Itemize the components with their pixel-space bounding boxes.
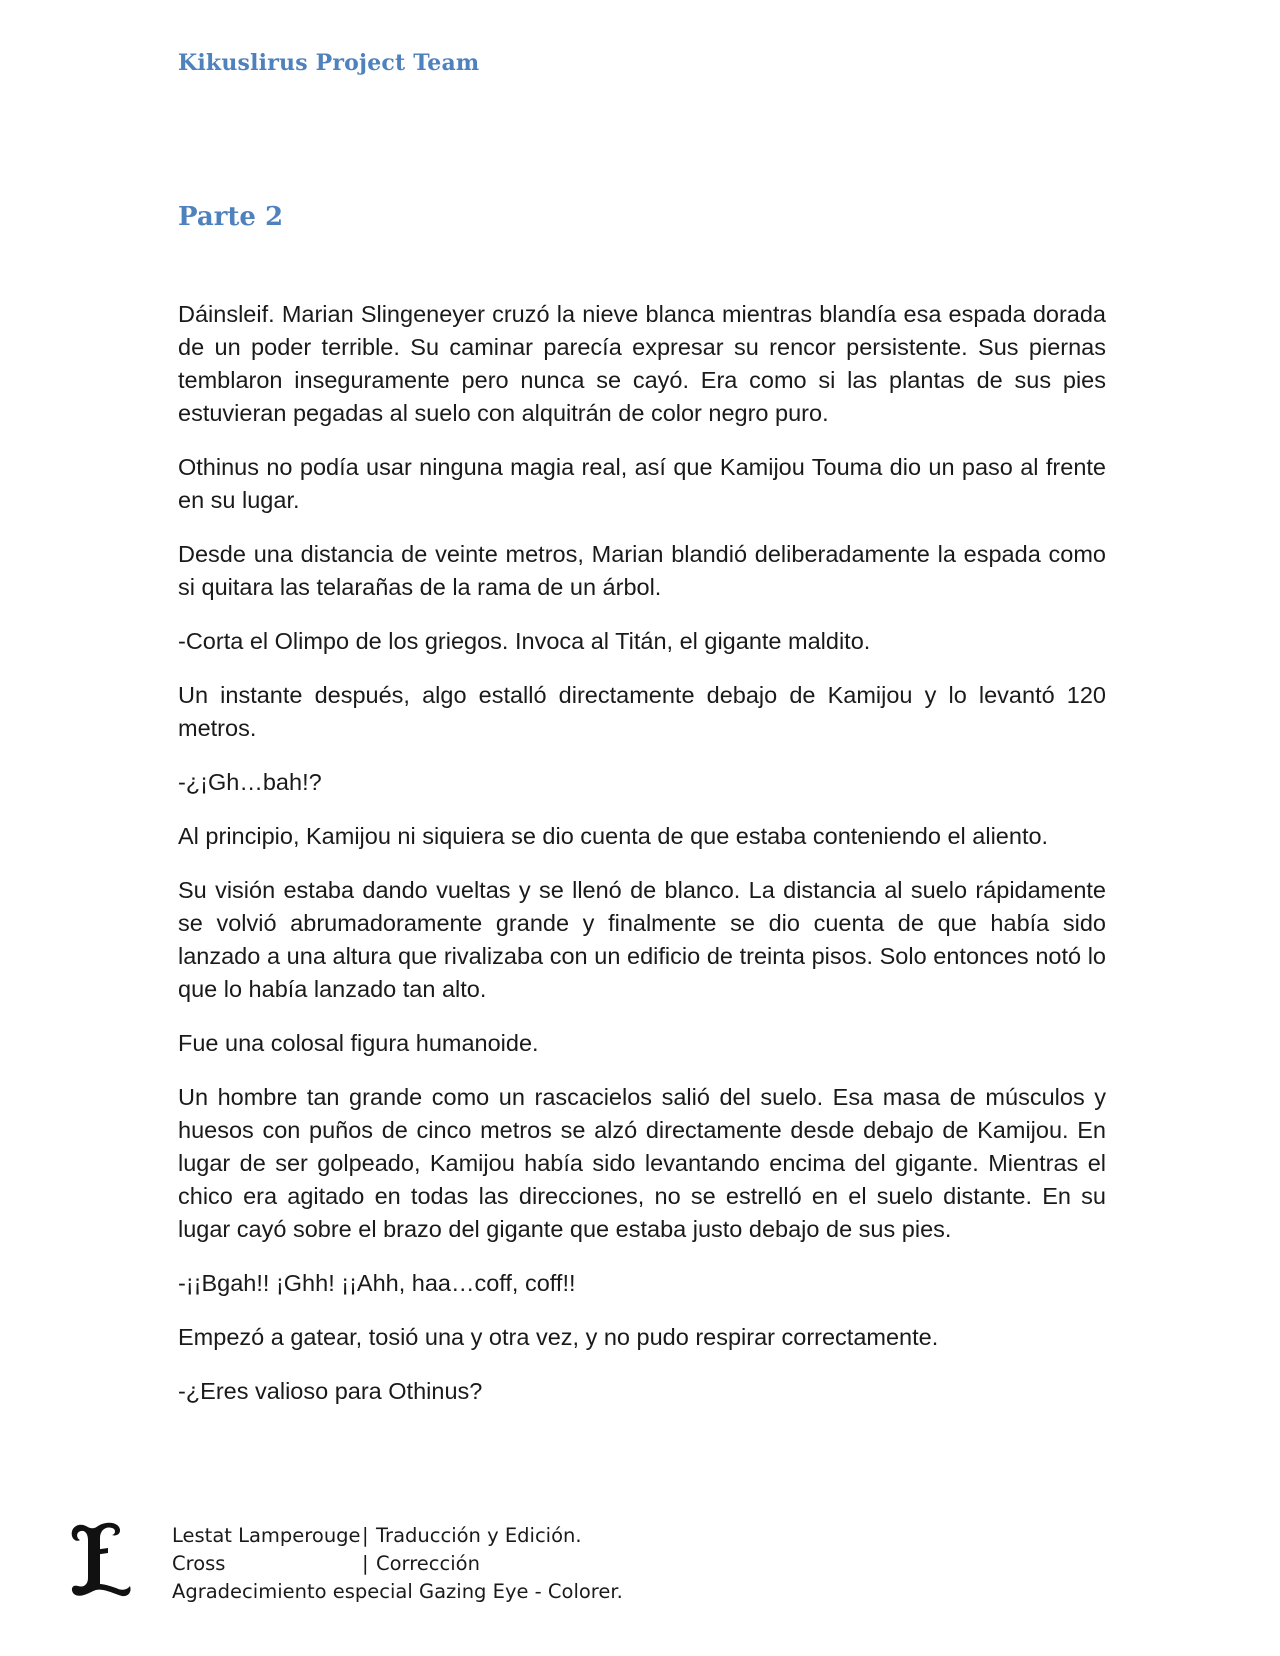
credit-role: Corrección <box>376 1552 480 1575</box>
credit-name: Cross <box>172 1552 226 1575</box>
credit-row <box>172 1522 623 1550</box>
paragraph: Un instante después, algo estalló directamente debajo de Kamijou y lo levantó 120 metros. <box>178 682 1106 741</box>
special-thanks: Agradecimiento especial Gazing Eye - Colorer. <box>172 1580 623 1603</box>
credit-separator: | <box>362 1552 369 1575</box>
paragraph: Desde una distancia de veinte metros, Marian blandió deliberadamente la espada como si quitara las telarañas de la rama de un árbol. <box>178 541 1106 600</box>
section-title: Parte 2 <box>178 202 284 232</box>
paragraph: Empezó a gatear, tosió una y otra vez, y no pudo respirar correctamente. <box>178 1324 939 1350</box>
paragraph: Un hombre tan grande como un rascacielos salió del suelo. Esa masa de músculos y huesos con puños de cinco metros se alzó directamente desde debajo de Kamijou. En lugar de ser golpeado, Kamijou había sido levantando encima del gigante. Mientras el chico era agitado en todas las direcciones, no se estrelló en el suelo distante. En su lugar cayó sobre el brazo del gigante que estaba justo debajo de sus pies. <box>178 1084 1106 1242</box>
gothic-letter-l-icon <box>64 1520 134 1600</box>
paragraph: -¿Eres valioso para Othinus? <box>178 1378 483 1404</box>
paragraph: Dáinsleif. Marian Slingeneyer cruzó la nieve blanca mientras blandía esa espada dorada de un poder terrible. Su caminar parecía expresar su rencor persistente. Sus piernas temblaron inseguramente pero nunca se cayó. Era como si las plantas de sus pies estuvieran pegadas al suelo con alquitrán de color negro puro. <box>178 301 1106 426</box>
paragraph: Su visión estaba dando vueltas y se llenó de blanco. La distancia al suelo rápidamente se volvió abrumadoramente grande y finalmente se dio cuenta de que había sido lanzado a una altura que rivalizaba con un edificio de treinta pisos. Solo entonces notó lo que lo había lanzado tan alto. <box>178 877 1106 1002</box>
credit-separator: | <box>362 1524 369 1547</box>
paragraph: -¡¡Bgah!! ¡Ghh! ¡¡Ahh, haa…coff, coff!! <box>178 1270 576 1296</box>
paragraph: -Corta el Olimpo de los griegos. Invoca al Titán, el gigante maldito. <box>178 628 871 654</box>
footer-credits <box>172 1522 623 1606</box>
credit-row <box>172 1550 623 1578</box>
paragraph: Fue una colosal figura humanoide. <box>178 1030 539 1056</box>
credit-role: Traducción y Edición. <box>376 1524 582 1547</box>
gothic-letter-l-icon <box>64 1520 134 1600</box>
paragraph: -¿¡Gh…bah!? <box>178 769 322 795</box>
header-team-name: Kikuslirus Project Team <box>178 50 480 76</box>
paragraph: Othinus no podía usar ninguna magia real, así que Kamijou Touma dio un paso al frente en su lugar. <box>178 454 1106 513</box>
paragraph: Al principio, Kamijou ni siquiera se dio cuenta de que estaba conteniendo el aliento. <box>178 823 1049 849</box>
credit-name: Lestat Lamperouge <box>172 1524 361 1547</box>
body-text <box>178 298 1106 1429</box>
